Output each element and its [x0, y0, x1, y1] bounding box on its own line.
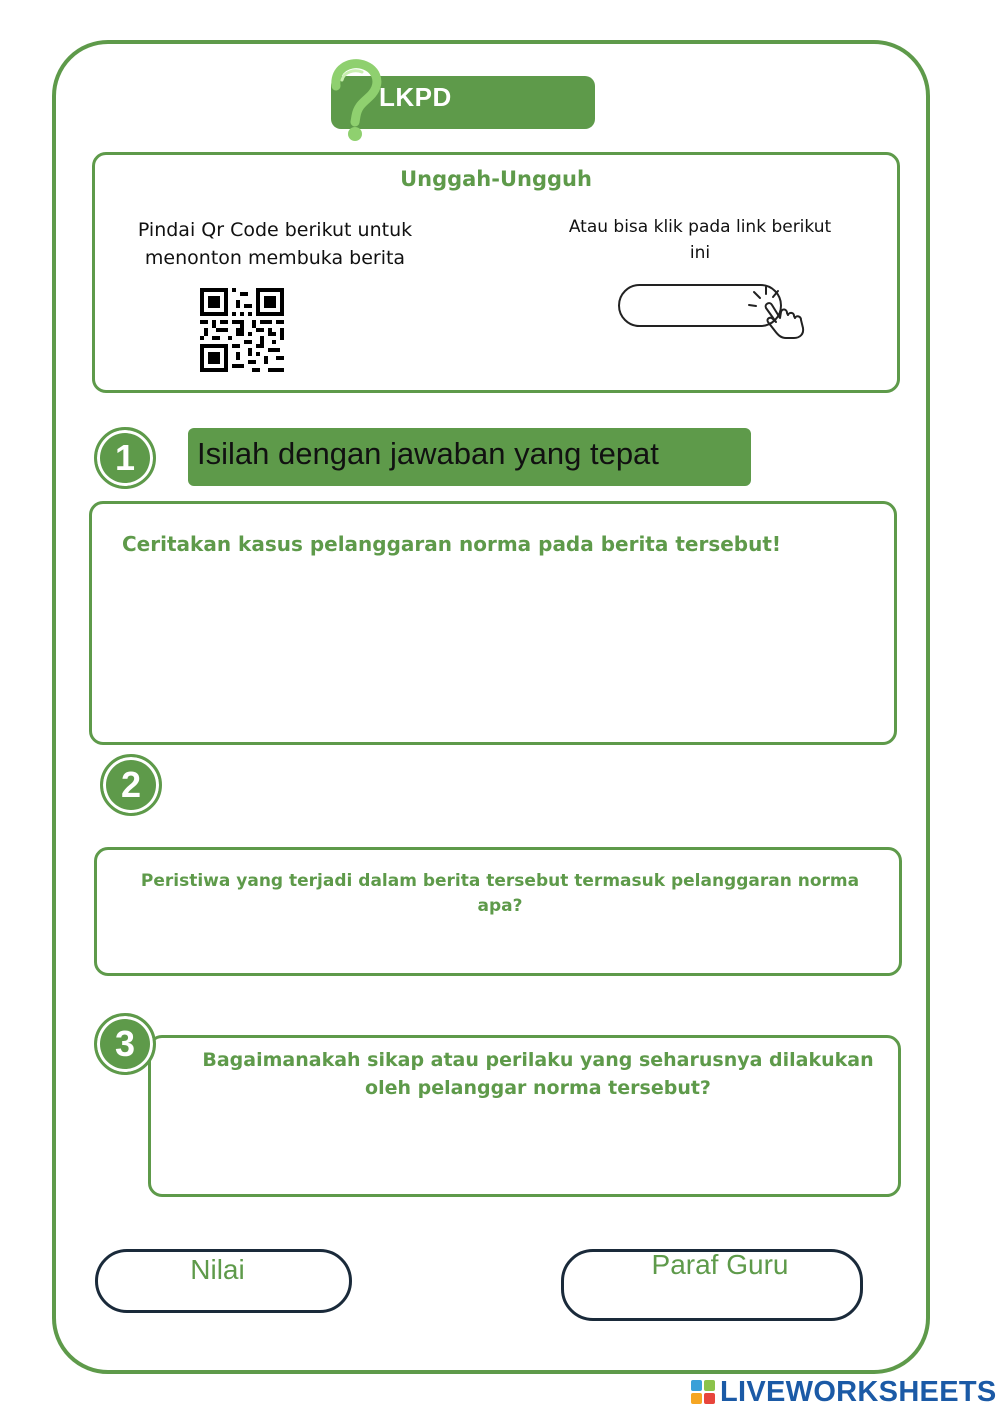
link-instruction: Atau bisa klik pada link berikut ini — [568, 217, 832, 263]
question-3-badge — [94, 1013, 156, 1075]
section-instruction: Isilah dengan jawaban yang tepat — [197, 436, 659, 471]
qr-code-icon[interactable] — [200, 288, 284, 372]
liveworksheets-logo-icon — [690, 1379, 716, 1405]
page-title: LKPD — [379, 82, 452, 112]
question-3-number: 3 — [114, 1023, 136, 1064]
paraf-guru-label: Paraf Guru — [651, 1249, 789, 1280]
section-number: 1 — [114, 437, 136, 478]
pointing-hand-icon — [740, 284, 812, 340]
brand-name: LIVEWORKSHEETS — [720, 1375, 997, 1408]
nilai-label: Nilai — [190, 1254, 245, 1285]
info-heading: Unggah-Ungguh — [400, 167, 592, 191]
brand-footer — [690, 1374, 997, 1410]
qr-instruction: Pindai Qr Code berikut untuk menonton membuka berita — [137, 219, 413, 269]
question-3-text: Bagaimanakah sikap atau perilaku yang seharusnya dilakukan oleh pelanggar norma tersebut? — [202, 1049, 874, 1099]
question-1-text: Ceritakan kasus pelanggaran norma pada berita tersebut! — [122, 532, 782, 556]
section-number-badge — [94, 427, 156, 489]
question-2-badge — [100, 754, 162, 816]
question-2-number: 2 — [120, 764, 142, 805]
question-2-text: Peristiwa yang terjadi dalam berita tersebut termasuk pelanggaran norma apa? — [140, 871, 860, 916]
